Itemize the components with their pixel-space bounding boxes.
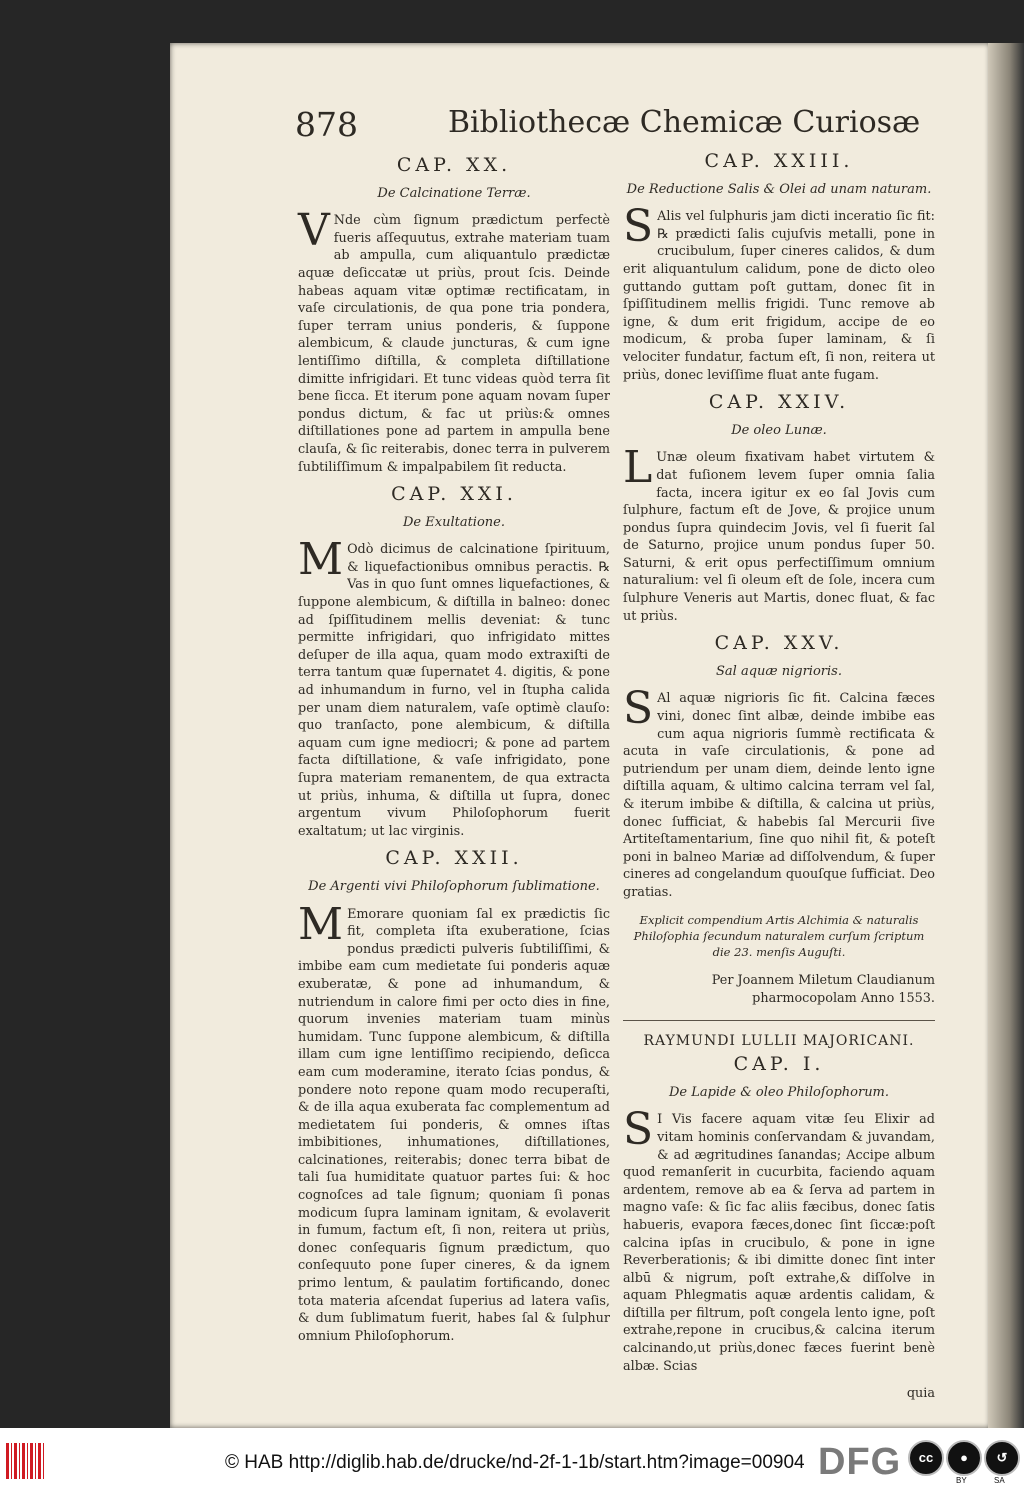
drop-initial: S: [623, 683, 654, 735]
chapter-subtitle: De Calcinatione Terræ.: [377, 185, 531, 201]
drop-initial: M: [298, 534, 344, 586]
paragraph-body: Alis vel ſulphuris jam dicti inceratio ſic fit: ℞ prædicti ſalis cujuſvis metalli, pone in crucibulum, ſuper cineres calidos, & dum erit aliquantulum calidum, pone de dicto oleo guttando guttam poſt guttam, donec ſit in ſpiſſitudinem mellis frigidi. Tunc remove ab igne, & dum erit frigidum, accipe de eo modicum, & proba ſuper laminam, & ſi velociter fundatur, factum eſt, ſi non, reitera ut priùs, donec leviſſime fluat ante fugam.: [623, 209, 935, 383]
chapter-text: [623, 683, 935, 901]
chapter-subtitle: De oleo Lunæ.: [731, 422, 827, 438]
chapter-subtitle: De Reductione Salis & Olei ad unam naturam.: [626, 181, 932, 197]
section-divider: [623, 1020, 935, 1021]
paragraph-body: I Vis facere aquam vitæ ſeu Elixir ad vitam hominis conſervandam & juvandam, & ad ægritudines ſanandas; Accipe album quod remanſerit in cucurbita, faciendo aquam ardentem, remove ab ea & ſerva ad partem in magno vaſe: & ſic fac aliis fæcibus, donec ſatis habueris, evapora fæces,donec ſint ſiccæ:poſt calcina ipſas in crucibulo, & pone in igne Reverberationis; & ibi dimitte donec ſint inter albū & nigrum, poſt extrahe,& diſſolve in aquam Phlegmatis aquæ ardentis calidam, & diſtilla per filtrum, poſt congela lento igne, poſt extrahe,repone in crucibus,& calcina iterum calcinando,ut priùs,donec fæces fuerint benè albæ. Scias: [623, 1112, 935, 1374]
chapter-heading: CAP. XXIV.: [708, 391, 850, 414]
running-title: Bibliothecæ Chemicæ Curiosæ: [448, 105, 921, 140]
sa-label: SA: [994, 1476, 1005, 1485]
signature-line: pharmocopolam Anno 1553.: [752, 990, 935, 1006]
chapter-heading: CAP. XXII.: [385, 847, 523, 870]
drop-initial: M: [298, 898, 344, 950]
chapter-subtitle: De Argenti vivi Philoſophorum ſublimatione.: [308, 878, 600, 894]
cc-icon: cc: [908, 1440, 944, 1476]
signature: [623, 972, 935, 1008]
chapter-subtitle: De Lapide & oleo Philoſophorum.: [668, 1084, 890, 1100]
right-column: [623, 147, 935, 1403]
copyright-link[interactable]: © HAB http://diglib.hab.de/drucke/nd-2f-1-1b/start.htm?image=00904: [225, 1452, 805, 1473]
explicit-note: Explicit compendium Artis Alchimia & naturalis Philoſophia ſecundum naturalem curſum ſcriptum die 23. menſis Auguſti.: [633, 912, 925, 959]
scanned-page: [170, 43, 990, 1428]
chapter-text: [623, 442, 935, 625]
chapter-heading: CAP. XX.: [396, 154, 512, 176]
paragraph-body: Odò dicimus de calcinatione ſpirituum, & liquefactionibus omnibus peractis. ℞ Vas in quo ſunt omnes liquefactiones, & ſuppone alembicum, & diſtilla in balneo: donec ad ſpiſſitudinem mellis deveniat: & tunc permitte infrigidari, quo infrigidato mittes deſuper de illa aqua, quam modo extraxiſti de terra tantum quæ ſupernatet 4. digitis, & pone ad inhumandum in furno, vel in ſtupha calida per unam diem naturalem, vaſe optimè clauſo: quo tranſacto, pone alembicum, & diſtilla aquam cum igne mediocri; & pone ad partem facta diſtillatione, & vaſe infrigidato, pone ſupra materiam remanentem, de qua extracta ut priùs, inhuma, & diſtilla ut ſupra, donec argentum vivum Philoſophorum fuerit exaltatum; ut lac virginis.: [298, 542, 610, 839]
drop-initial: L: [623, 442, 653, 494]
author-heading: RAYMUNDI LULLII MAJORICANI.: [643, 1032, 915, 1049]
chapter-text: [298, 534, 610, 840]
signature-line: Per Joannem Miletum Claudianum: [711, 972, 935, 988]
chapter-heading: CAP. XXV.: [714, 632, 844, 655]
chapter-text: [623, 1104, 935, 1375]
left-column: [298, 151, 610, 1355]
chapter-text: [623, 201, 935, 384]
paragraph-body: Al aquæ nigrioris ſic fit. Calcina fæces vini, donec ſint albæ, deinde imbibe eas cum aqua nigrioris ſummè rectificata & acuta in vaſe circulationis, & pone ad putriendum per unam diem, deinde lento igne diſtilla aquam, & ultimo calcina terram vel ſal, & iterum imbibe & diſtilla, & calcina ut priùs, donec ſufficiat, & habebis ſal Mercurii ſive Artiteſtamentarium, ſine quo nihil fit, & poteſt poni in balneo Mariæ ad diſſolvendum, & ſuper cineres ad congelandum quouſque ſufficiat. Deo gratias.: [623, 691, 935, 900]
by-icon: ●: [946, 1440, 982, 1476]
chapter-text: [298, 205, 610, 476]
chapter-subtitle: Sal aquæ nigrioris.: [716, 663, 842, 679]
chapter-heading: CAP. I.: [733, 1053, 825, 1076]
drop-initial: S: [623, 201, 654, 253]
paragraph-body: Unæ oleum fixativam habet virtutem & dat fuſionem levem ſuper omnia ſalia facta, incera igitur ex eo ſal Jovis cum ſulphure, factum eſt de Jove, & projice unum pondus ſupra quindecim Jovis, vel ſi fuerit ſal de Saturno, projice unum pondus ſuper 50. Saturni, & erit opus perfectiſſimum omnium naturalium: vel ſi oleum eſt de ſole, incera cum ſulphure Veneris aut Martis, donec fluat, & fac ut priùs.: [623, 450, 935, 624]
chapter-subtitle: De Exultatione.: [403, 514, 505, 530]
by-label: BY: [956, 1476, 967, 1485]
dfg-logo[interactable]: DFG: [818, 1441, 902, 1483]
license-badges[interactable]: [908, 1440, 1018, 1485]
viewer-footer: [0, 1428, 1024, 1493]
sa-icon: ↺: [984, 1440, 1020, 1476]
drop-initial: V: [298, 205, 330, 257]
catchword: quia: [906, 1386, 935, 1402]
page-number: 878: [295, 105, 358, 144]
barcode-icon: [6, 1443, 46, 1479]
chapter-heading: CAP. XXIII.: [704, 150, 854, 172]
page-edge: [988, 43, 1024, 1428]
paragraph-body: Emorare quoniam ſal ex prædictis ſic fit, completa iſta exuberatione, ſcias pondus prædicti pulveris ſubtiliſſimi, & imbibe eam cum medietate ſui ponderis aquæ exuberatæ, & pone ad inhumandum, & nutriendum in calore fimi per octo dies in fine, quorum invenies materiam tuam minùs humidam. Tunc ſuppone alembicum, & diſtilla illam cum igne lentiſſimo recipiendo, deſicca eam cum moderamine, iterato ſcias pondus, & pondere noto repone quam modo recuperaſti, & de illa aqua exuberata fac complementum ad medietatem ſui ponderis, & omnes iſtas imbibitiones, inhumationes, diſtillationes, calcinationes, reiterabis; donec terra bibat de tali ſua humiditate quatuor partes ſui: & hoc cognoſces ad tale ſignum; quoniam ſi ponas modicum ſupra laminam ignitam, & evolaverit in fumum, factum eſt, ſi non, reitera ut priùs, donec conſequaris ſignum prædictum, quo conſequuto pone ſuper cineres, & da ignem primo lentum, & paulatim fortificando, donec tota materia aſcendat ſuperius ad latera vaſis, & dum ſublimatum fuerit, habes ſal & ſulphur omnium Philoſophorum.: [298, 906, 610, 1344]
chapter-text: [298, 898, 610, 1346]
drop-initial: S: [623, 1104, 654, 1156]
chapter-heading: CAP. XXI.: [391, 483, 517, 506]
paragraph-body: Nde cùm ſignum prædictum perfectè fueris aſſequutus, extrahe materiam tuam ab ampulla, cum aliquantulo prædictæ aquæ deſiccatæ ut priùs, prout ſcis. Deinde habeas aquam vitæ optimæ rectificatam, in vaſe circulationis, de qua pone tria pondera, ſuper terram unius ponderis, & ſuppone alembicum, & claude juncturas, & cum igne lentiſſimo diſtilla, & completa diſtillatione dimitte infrigidari. Et tunc videas quòd terra ſit bene ſicca. Et iterum pone aquam novam ſuper pondus dictum, & fac ut priùs:& omnes diſtillationes pone ad partem in ampulla bene clauſa, & ſic reiterabis, donec terra in pulverem ſubtiliſſimum & impalpabilem ſit reducta.: [298, 213, 610, 475]
